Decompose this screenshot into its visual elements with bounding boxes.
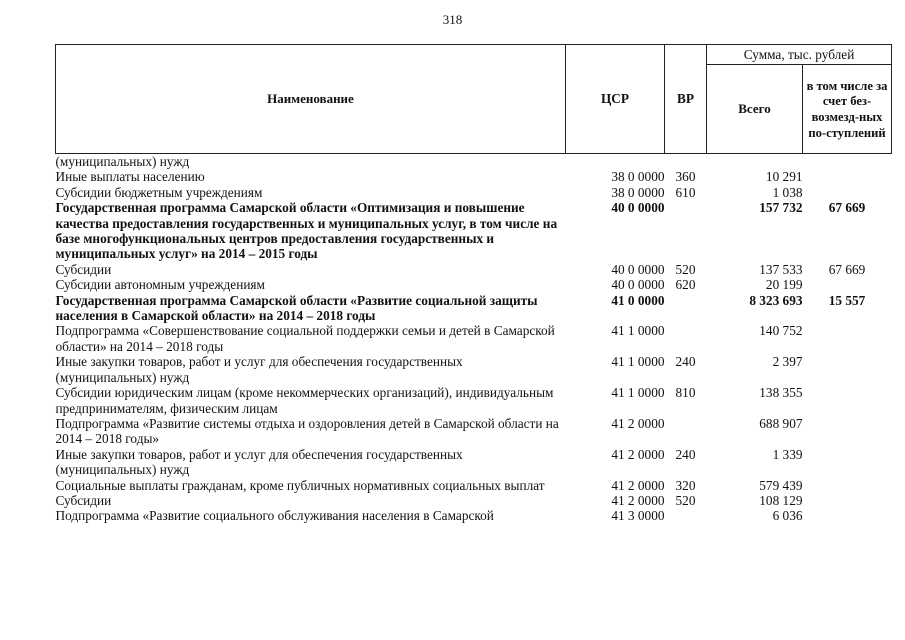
row-extra-cell: [803, 354, 892, 385]
row-total-cell: 2 397: [772, 354, 803, 370]
row-extra-cell: 67 669: [828, 261, 866, 277]
row-name-cell: Социальные выплаты гражданам, кроме публичных нормативных социальных выплат: [55, 477, 545, 493]
row-vr-cell: 610: [675, 184, 696, 200]
row-extra-cell: [803, 323, 892, 354]
table-row: [56, 385, 892, 416]
row-vr-cell: 320: [675, 477, 696, 493]
row-csr-cell: 41 0 0000: [611, 292, 665, 308]
row-total-cell: [707, 154, 803, 170]
table-body: [56, 154, 892, 524]
row-extra-cell: [803, 447, 892, 478]
table-row: [56, 262, 892, 277]
table-row: [56, 447, 892, 478]
row-name-cell: Иные закупки товаров, работ и услуг для обеспечения государственных (муниципальных) нужд: [55, 446, 463, 478]
table-row: [56, 185, 892, 200]
row-csr-cell: 41 2 0000: [611, 477, 665, 493]
row-name-cell: Государственная программа Самарской области «Развитие социальной защиты населения в Самарской области» на 2014 – 2018 годы: [55, 292, 538, 324]
row-total-cell: 20 199: [765, 277, 803, 293]
row-csr-cell: 40 0 0000: [611, 277, 665, 293]
row-vr-cell: 240: [675, 446, 696, 462]
table-row: [56, 200, 892, 262]
row-total-cell: 8 323 693: [749, 292, 803, 308]
row-total-cell: 1 339: [772, 446, 803, 462]
table-row: [56, 154, 892, 170]
row-csr-cell: 40 0 0000: [611, 200, 665, 216]
table-row: [56, 293, 892, 324]
table-row: [56, 478, 892, 493]
row-vr-cell: 240: [675, 354, 696, 370]
row-csr-cell: 41 1 0000: [611, 323, 665, 339]
table-row: [56, 508, 892, 523]
header-csr: ЦСР: [566, 45, 665, 154]
row-total-cell: 108 129: [759, 492, 803, 508]
row-extra-cell: [803, 493, 892, 508]
row-extra-cell: 15 557: [828, 292, 866, 308]
budget-table: [55, 44, 892, 524]
table-row: [56, 354, 892, 385]
row-total-cell: 1 038: [772, 184, 803, 200]
row-csr-cell: 41 3 0000: [611, 508, 665, 524]
page-number: 318: [442, 12, 463, 27]
row-name-cell: Субсидии: [55, 261, 112, 277]
table-row: [56, 493, 892, 508]
row-extra-cell: [803, 416, 892, 447]
row-vr-cell: [665, 416, 707, 447]
row-csr-cell: 41 2 0000: [611, 446, 665, 462]
row-vr-cell: [665, 154, 707, 170]
row-csr-cell: [566, 154, 665, 170]
row-extra-cell: [803, 508, 892, 523]
row-extra-cell: [803, 169, 892, 184]
row-total-cell: 137 533: [759, 261, 803, 277]
row-total-cell: 579 439: [759, 477, 803, 493]
header-vr: ВР: [665, 45, 707, 154]
table-row: [56, 323, 892, 354]
row-name-cell: Подпрограмма «Совершенствование социальной поддержки семьи и детей в Самарской области» на 2014 – 2018 годы: [55, 323, 555, 354]
row-extra-cell: [803, 185, 892, 200]
row-csr-cell: 41 2 0000: [611, 492, 665, 508]
row-name-cell: Субсидии бюджетным учреждениям: [55, 184, 263, 200]
row-name-cell: Иные выплаты населению: [55, 169, 205, 185]
row-csr-cell: 40 0 0000: [611, 261, 665, 277]
row-total-cell: 6 036: [772, 508, 803, 524]
row-total-cell: 138 355: [759, 385, 803, 401]
row-name-cell: Иные закупки товаров, работ и услуг для обеспечения государственных (муниципальных) нужд: [55, 354, 463, 385]
row-csr-cell: 41 1 0000: [611, 385, 665, 401]
row-csr-cell: 41 1 0000: [611, 354, 665, 370]
row-csr-cell: 41 2 0000: [611, 415, 665, 431]
row-name-cell: Подпрограмма «Развитие системы отдыха и оздоровления детей в Самарской области на 2014 – 2018 годы»: [55, 415, 559, 447]
row-vr-cell: [665, 508, 707, 523]
row-name-cell: (муниципальных) нужд: [55, 154, 190, 169]
header-extra: в том числе за счет без-возмезд-ных по-ступлений: [803, 65, 892, 154]
row-total-cell: 140 752: [759, 323, 803, 339]
row-csr-cell: 38 0 0000: [611, 169, 665, 185]
row-name-cell: Государственная программа Самарской области «Оптимизация и повышение качества предоставления государственных и муниципальных услуг, в том числе на базе многофункциональных центров предоставления государственных и муниципальных услуг» на 2014 – 2015 годы: [55, 200, 558, 262]
row-vr-cell: [665, 200, 707, 262]
row-vr-cell: 620: [675, 277, 696, 293]
header-total: Всего: [707, 65, 803, 154]
row-vr-cell: 360: [675, 169, 696, 185]
row-extra-cell: [803, 385, 892, 416]
row-extra-cell: [803, 277, 892, 292]
row-vr-cell: 810: [675, 385, 696, 401]
row-vr-cell: [665, 293, 707, 324]
row-total-cell: 688 907: [759, 415, 803, 431]
table-header: [56, 45, 892, 154]
row-total-cell: 157 732: [759, 200, 803, 216]
row-extra-cell: [803, 154, 892, 170]
row-vr-cell: 520: [675, 261, 696, 277]
row-name-cell: Субсидии: [55, 492, 112, 508]
row-name-cell: Подпрограмма «Развитие социального обслуживания населения в Самарской: [55, 508, 494, 524]
row-name-cell: Субсидии автономным учреждениям: [55, 277, 265, 293]
table-row: [56, 169, 892, 184]
table-row: [56, 277, 892, 292]
header-name: Наименование: [56, 45, 566, 154]
row-vr-cell: [665, 323, 707, 354]
row-total-cell: 10 291: [765, 169, 803, 185]
row-vr-cell: 520: [675, 492, 696, 508]
row-extra-cell: [803, 478, 892, 493]
row-extra-cell: 67 669: [828, 200, 866, 216]
row-name-cell: Субсидии юридическим лицам (кроме некоммерческих организаций), индивидуальным предпринимателям, физическим лицам: [55, 385, 554, 416]
header-sum-group: Сумма, тыс. рублей: [707, 45, 892, 65]
table-row: [56, 416, 892, 447]
row-csr-cell: 38 0 0000: [611, 184, 665, 200]
